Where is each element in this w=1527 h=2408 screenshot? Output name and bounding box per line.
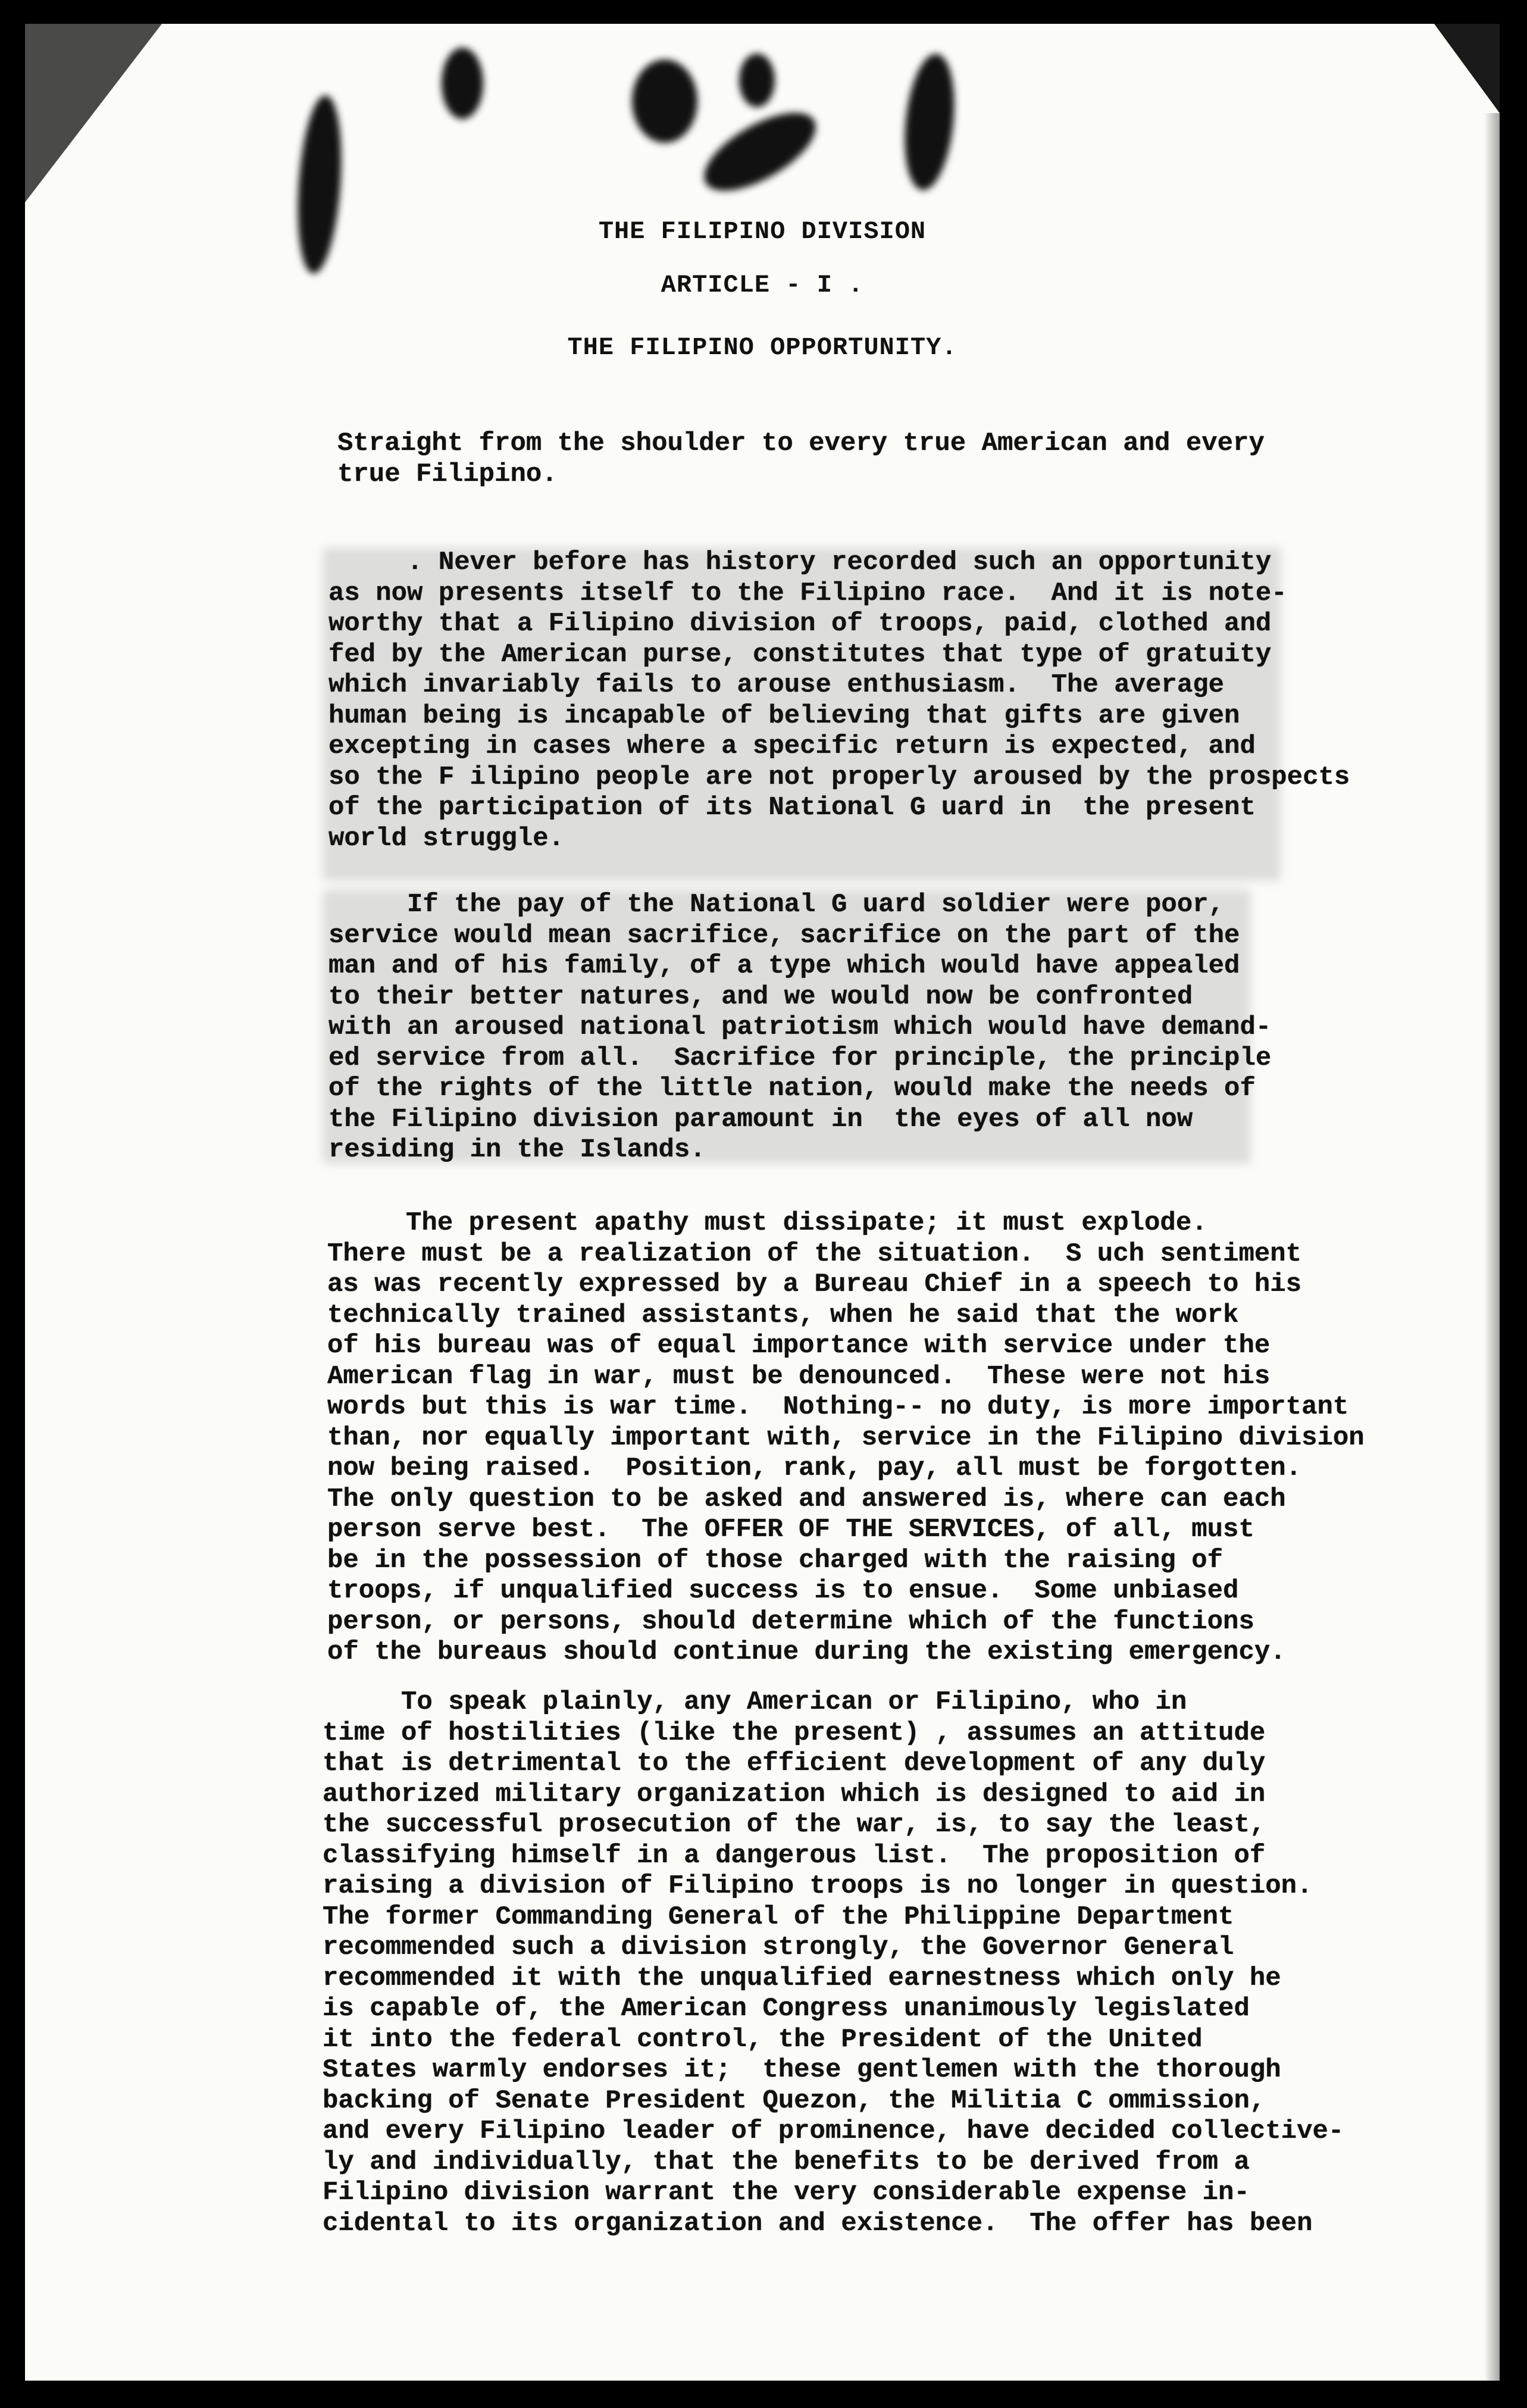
text-line: ed service from all. Sacrifice for principle, the principle <box>328 1043 1272 1073</box>
text-line: of the participation of its National G uard in the present <box>328 793 1256 823</box>
ink-smudge <box>739 54 775 107</box>
text-line: American flag in war, must be denounced. These were not his <box>327 1361 1271 1391</box>
text-line: The only question to be asked and answered is, where can each <box>327 1484 1286 1514</box>
document-title: THE FILIPINO DIVISION <box>598 217 927 246</box>
text-line: fed by the American purse, constitutes that type of gratuity <box>328 639 1272 670</box>
text-line: with an aroused national patriotism which would have demand- <box>328 1012 1272 1042</box>
text-line: of his bureau was of equal importance with service under the <box>327 1331 1271 1361</box>
article-heading: THE FILIPINO OPPORTUNITY. <box>567 333 957 362</box>
text-line: ly and individually, that the benefits to be derived from a <box>323 2147 1250 2177</box>
text-line: and every Filipino leader of prominence, have decided collective- <box>323 2116 1344 2146</box>
ink-smudge <box>693 98 828 207</box>
text-line: There must be a realization of the situation. S uch sentiment <box>327 1239 1302 1269</box>
folded-corner <box>25 24 162 202</box>
text-line: The former Commanding General of the Philippine Department <box>323 1902 1234 1932</box>
text-line: that is detrimental to the efficient development of any duly <box>323 1749 1266 1778</box>
text-line: To speak plainly, any American or Filipino, who in <box>323 1687 1187 1717</box>
text-line: worthy that a Filipino division of troops, paid, clothed and <box>328 609 1272 639</box>
text-line: world struggle. <box>328 823 565 853</box>
text-line: backing of Senate President Quezon, the Militia C ommission, <box>323 2085 1266 2116</box>
text-line: so the F ilipino people are not properly aroused by the prospects <box>328 762 1350 792</box>
text-line: man and of his family, of a type which would have appealed <box>328 951 1240 981</box>
text-line: is capable of, the American Congress unanimously legislated <box>323 1994 1250 2024</box>
text-line: recommended it with the unqualified earnestness which only he <box>323 1963 1281 1993</box>
text-line: of the bureaus should continue during the existing emergency. <box>327 1637 1286 1667</box>
text-line: cidental to its organization and existence. The offer has been <box>323 2208 1313 2238</box>
text-line: words but this is war time. Nothing-- no duty, is more important <box>327 1392 1349 1422</box>
text-line: the successful prosecution of the war, is, to say the least, <box>323 1810 1266 1840</box>
ink-smudge <box>632 60 697 143</box>
paragraph <box>327 1208 1365 1668</box>
ink-smudge <box>899 51 960 192</box>
article-number: ARTICLE - I . <box>661 271 864 299</box>
text-line: human being is incapable of believing that gifts are given <box>328 700 1240 731</box>
text-line: excepting in cases where a specific return is expected, and <box>328 731 1256 761</box>
text-line: troops, if unqualified success is to ensue. Some unbiased <box>327 1576 1239 1606</box>
text-line: If the pay of the National G uard soldier were poor, <box>328 890 1225 920</box>
paragraph <box>337 429 1265 490</box>
text-line: person serve best. The OFFER OF THE SERVICES, of all, must <box>327 1515 1254 1544</box>
text-line: the Filipino division paramount in the eyes of all now <box>328 1104 1193 1134</box>
text-line: as was recently expressed by a Bureau Chief in a speech to his <box>327 1269 1302 1299</box>
text-line: now being raised. Position, rank, pay, all must be forgotten. <box>327 1453 1302 1483</box>
folded-corner-right <box>1434 24 1500 113</box>
paragraph <box>328 890 1271 1166</box>
text-line: Filipino division warrant the very considerable expense in- <box>323 2178 1250 2207</box>
ink-smudge <box>442 48 483 119</box>
text-line: which invariably fails to arouse enthusiasm. The average <box>328 670 1225 700</box>
page-edge-shadow <box>1484 113 1500 2381</box>
text-line: true Filipino. <box>337 459 558 489</box>
text-line: Straight from the shoulder to every true American and every <box>337 429 1265 458</box>
text-line: as now presents itself to the Filipino race. And it is note- <box>328 578 1287 608</box>
text-line: . Never before has history recorded such an opportunity <box>328 548 1272 577</box>
text-line: The present apathy must dissipate; it must explode. <box>327 1208 1207 1238</box>
text-line: it into the federal control, the President of the United <box>323 2024 1203 2054</box>
text-line: to their better natures, and we would now be confronted <box>328 981 1193 1012</box>
ink-smudge <box>293 94 347 275</box>
text-line: service would mean sacrifice, sacrifice on the part of the <box>328 920 1240 950</box>
text-line: authorized military organization which is designed to aid in <box>323 1779 1266 1809</box>
text-line: recommended such a division strongly, the Governor General <box>323 1932 1234 1962</box>
text-line: of the rights of the little nation, would make the needs of <box>328 1074 1256 1103</box>
text-line: than, nor equally important with, service in the Filipino division <box>327 1422 1365 1453</box>
text-line: person, or persons, should determine which of the functions <box>327 1606 1254 1637</box>
text-line: residing in the Islands. <box>328 1135 706 1165</box>
paragraph <box>323 1687 1344 2239</box>
text-line: raising a division of Filipino troops is no longer in question. <box>323 1871 1313 1901</box>
text-line: be in the possession of those charged with the raising of <box>327 1545 1224 1575</box>
text-line: time of hostilities (like the present) , assumes an attitude <box>323 1718 1266 1748</box>
document-page <box>25 24 1500 2381</box>
text-line: classifying himself in a dangerous list. The proposition of <box>323 1840 1266 1871</box>
paragraph <box>328 548 1350 854</box>
text-line: technically trained assistants, when he said that the work <box>327 1300 1239 1330</box>
text-line: States warmly endorses it; these gentlemen with the thorough <box>323 2055 1281 2085</box>
